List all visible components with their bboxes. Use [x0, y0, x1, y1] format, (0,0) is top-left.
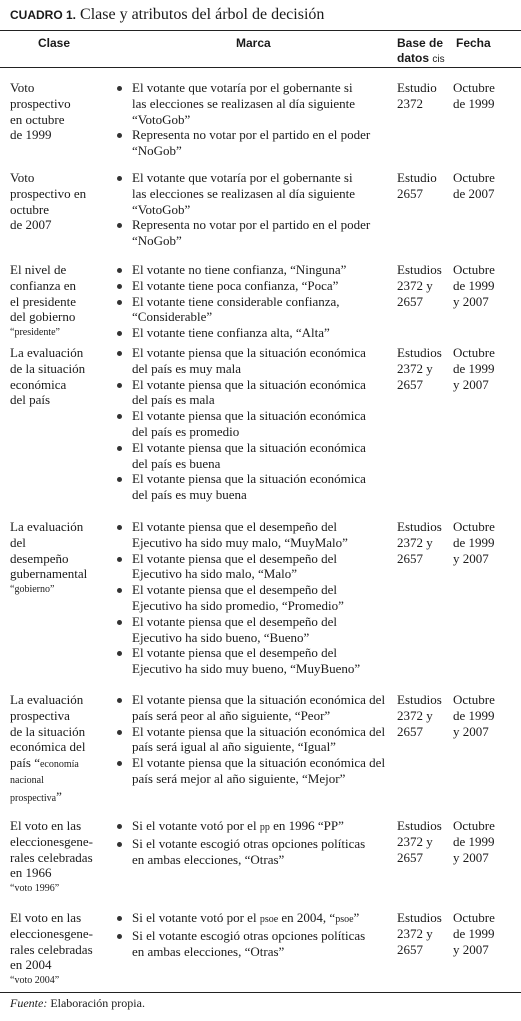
- marca-line: Representa no votar por el partido en el poder: [132, 127, 371, 143]
- base-line: Estudios: [397, 818, 442, 833]
- fecha-line: de 1999: [453, 534, 495, 550]
- base-line: Estudios: [397, 345, 442, 360]
- base-line: Estudio: [397, 170, 437, 185]
- marca-line: El votante piensa que la situación económica del: [132, 723, 386, 739]
- clase-keyword: “voto 1996”: [10, 883, 60, 895]
- bullet-icon: [117, 557, 122, 562]
- fecha-line: Octubre: [453, 80, 495, 95]
- clase-line: El voto en las: [10, 818, 82, 833]
- clase-line: prospectivo: [10, 95, 71, 111]
- base-line: 2372: [397, 95, 423, 111]
- row-1-base: [397, 80, 451, 112]
- row-3-fecha: [453, 262, 519, 309]
- bullet-icon: [117, 588, 122, 593]
- party-abbr: psoe: [335, 914, 354, 925]
- fecha-line: Octubre: [453, 692, 495, 707]
- fecha-line: y 2007: [453, 376, 489, 392]
- clase-line: prospectiva: [10, 707, 70, 723]
- marca-line: El votante piensa que la situación económica: [132, 471, 366, 487]
- clase-line: en octubre: [10, 111, 65, 127]
- clase-line: en 2004: [10, 957, 52, 973]
- bullet-icon: [117, 824, 122, 829]
- row-5-base: [397, 519, 451, 566]
- header-base-line1: Base de: [397, 36, 444, 50]
- row-7-fecha: [453, 818, 519, 865]
- marca-line: Si el votante escogió otras opciones políticas: [132, 835, 366, 851]
- clase-text: país “: [10, 755, 40, 771]
- base-line: Estudios: [397, 519, 442, 534]
- marca-line: en ambas elecciones, “Otras”: [132, 851, 285, 867]
- clase-keyword: “gobierno”: [10, 584, 55, 596]
- list-item: [112, 278, 394, 294]
- marca-line: Ejecutivo ha sido muy bueno, “MuyBueno”: [132, 661, 361, 677]
- fecha-line: de 1999: [453, 833, 495, 849]
- bullet-icon: [117, 761, 122, 766]
- list-item: [112, 471, 394, 503]
- bullet-icon: [117, 300, 122, 305]
- bullet-icon: [117, 446, 122, 451]
- base-line: 2657: [397, 941, 423, 957]
- clase-keyword: “voto 2004”: [10, 975, 60, 987]
- header-base-line2: [397, 51, 445, 67]
- marca-line: El votante tiene confianza alta, “Alta”: [132, 325, 330, 341]
- clase-line: El nivel de: [10, 262, 67, 277]
- base-line: Estudio: [397, 80, 437, 95]
- row-2-marca: [112, 170, 394, 249]
- marca-line: El votante piensa que el desempeño del: [132, 645, 338, 661]
- marca-line: del país es muy buena: [132, 487, 247, 503]
- fecha-line: Octubre: [453, 345, 495, 360]
- clase-line: La evaluación: [10, 519, 84, 534]
- base-line: 2657: [397, 376, 423, 392]
- bullet-icon: [117, 383, 122, 388]
- clase-line: el presidente: [10, 293, 77, 309]
- marca-line: país será igual al año siguiente, “Igual”: [132, 739, 336, 755]
- header-rule: [0, 67, 521, 68]
- marca-line: del país es mala: [132, 392, 215, 408]
- bullet-icon: [117, 698, 122, 703]
- clase-line: del: [10, 534, 26, 550]
- row-6-base: [397, 692, 451, 739]
- marca-line: “VotoGob”: [132, 111, 191, 127]
- marca-line: El votante piensa que el desempeño del: [132, 582, 338, 598]
- bullet-icon: [117, 525, 122, 530]
- clase-line: de la situación: [10, 360, 86, 376]
- row-4-marca: [112, 345, 394, 503]
- header-fecha: Fecha: [456, 36, 491, 50]
- row-8-fecha: [453, 910, 519, 957]
- list-item: [112, 614, 394, 646]
- bullet-icon: [117, 620, 122, 625]
- row-7-clase: [10, 818, 110, 897]
- bullet-icon: [117, 331, 122, 336]
- clase-line: [10, 755, 110, 773]
- source-label: Fuente:: [10, 996, 48, 1010]
- row-7-base: [397, 818, 451, 865]
- list-item: [112, 755, 394, 787]
- bullet-icon: [117, 651, 122, 656]
- fecha-line: de 1999: [453, 277, 495, 293]
- marca-text: ”: [353, 910, 360, 925]
- marca-line: El votante piensa que la situación económica: [132, 439, 366, 455]
- row-2-clase: [10, 170, 110, 233]
- list-item: [112, 645, 394, 677]
- row-1-marca: [112, 80, 394, 159]
- fecha-line: y 2007: [453, 550, 489, 566]
- fecha-line: y 2007: [453, 293, 489, 309]
- marca-line: El votante piensa que la situación económica: [132, 345, 366, 360]
- marca-text: en 2004, “: [278, 910, 336, 925]
- list-item: [112, 325, 394, 341]
- fecha-line: Octubre: [453, 910, 495, 925]
- marca-line: “NoGob”: [132, 143, 182, 159]
- clase-line: desempeño: [10, 550, 69, 566]
- row-4-fecha: [453, 345, 519, 392]
- bullet-icon: [117, 268, 122, 273]
- bullet-icon: [117, 414, 122, 419]
- base-line: 2657: [397, 723, 423, 739]
- marca-line: El votante piensa que la situación económica del: [132, 692, 386, 707]
- top-rule: [0, 30, 521, 31]
- bullet-icon: [117, 223, 122, 228]
- row-3-marca: [112, 262, 394, 341]
- list-item: [112, 217, 394, 249]
- fecha-line: Octubre: [453, 818, 495, 833]
- row-5-marca: [112, 519, 394, 677]
- marca-line: país será peor al año siguiente, “Peor”: [132, 707, 331, 723]
- base-line: 2372 y: [397, 360, 433, 376]
- clase-line: prospectivo en: [10, 185, 87, 201]
- marca-text: Si el votante votó por el: [132, 910, 260, 925]
- bottom-rule: [0, 992, 521, 993]
- list-item: [112, 836, 394, 868]
- clase-line: rales celebradas: [10, 941, 93, 957]
- clase-line: de la situación: [10, 723, 86, 739]
- marca-line: [132, 910, 394, 928]
- clase-line: Voto: [10, 80, 35, 95]
- marca-line: El votante tiene poca confianza, “Poca”: [132, 277, 339, 293]
- clase-line: Voto: [10, 170, 35, 185]
- fecha-line: de 1999: [453, 707, 495, 723]
- row-6-fecha: [453, 692, 519, 739]
- clase-line: del gobierno: [10, 309, 76, 325]
- marca-line: El votante piensa que el desempeño del: [132, 550, 338, 566]
- header-base: [397, 36, 445, 67]
- marca-line: El votante piensa que la situación económica: [132, 376, 366, 392]
- clase-line: económica: [10, 376, 67, 392]
- header-clase: Clase: [38, 36, 71, 50]
- marca-line: país será mejor al año siguiente, “Mejor”: [132, 770, 346, 786]
- bullet-icon: [117, 477, 122, 482]
- marca-text: Si el votante votó por el: [132, 818, 260, 833]
- list-item: [112, 408, 394, 440]
- marca-line: Representa no votar por el partido en el poder: [132, 217, 371, 233]
- table-number: CUADRO 1.: [10, 8, 77, 22]
- base-line: 2657: [397, 849, 423, 865]
- row-5-clase: [10, 519, 110, 598]
- clase-line: de 2007: [10, 217, 52, 233]
- bullet-icon: [117, 86, 122, 91]
- marca-text: en 1996 “PP”: [269, 818, 344, 833]
- table-caption: Clase y atributos del árbol de decisión: [76, 6, 325, 23]
- fecha-line: de 1999: [453, 360, 495, 376]
- header-base-datos: datos: [397, 51, 433, 65]
- list-item: [112, 519, 394, 551]
- clase-keyword: “presidente”: [10, 327, 60, 339]
- marca-line: El votante piensa que la situación económica: [132, 408, 366, 424]
- clase-line: La evaluación: [10, 692, 84, 707]
- marca-line: “NoGob”: [132, 233, 182, 249]
- clase-line: del país: [10, 392, 51, 408]
- clase-line: [10, 789, 110, 807]
- row-8-clase: [10, 910, 110, 989]
- table-title: [10, 6, 324, 24]
- base-line: 2372 y: [397, 925, 433, 941]
- marca-line: las elecciones se realizasen al día siguiente: [132, 185, 356, 201]
- base-line: 2372 y: [397, 833, 433, 849]
- marca-line: El votante que votaría por el gobernante si: [132, 170, 353, 185]
- clase-line: económica del: [10, 739, 86, 755]
- list-item: [112, 692, 394, 724]
- marca-line: Ejecutivo ha sido bueno, “Bueno”: [132, 629, 310, 645]
- list-item: [112, 724, 394, 756]
- list-item: [112, 440, 394, 472]
- marca-line: las elecciones se realizasen al día siguiente: [132, 95, 356, 111]
- fecha-line: de 1999: [453, 925, 495, 941]
- marca-line: El votante que votaría por el gobernante si: [132, 80, 353, 95]
- clase-line: El voto en las: [10, 910, 82, 925]
- clase-line: confianza en: [10, 277, 77, 293]
- row-3-base: [397, 262, 451, 309]
- source-note: [10, 996, 145, 1011]
- fecha-line: y 2007: [453, 941, 489, 957]
- marca-line: “Considerable”: [132, 309, 213, 325]
- marca-line: del país es muy mala: [132, 360, 242, 376]
- header-marca: Marca: [236, 36, 271, 50]
- clase-keyword: prospectiva: [10, 792, 57, 804]
- bullet-icon: [117, 284, 122, 289]
- base-line: 2657: [397, 185, 423, 201]
- row-8-base: [397, 910, 451, 957]
- base-line: 2372 y: [397, 277, 433, 293]
- base-line: Estudios: [397, 910, 442, 925]
- row-8-marca: [112, 910, 394, 959]
- fecha-line: Octubre: [453, 519, 495, 534]
- fecha-line: de 1999: [453, 95, 495, 111]
- row-2-fecha: [453, 170, 519, 202]
- list-item: [112, 910, 394, 928]
- row-6-marca: [112, 692, 394, 787]
- fecha-line: y 2007: [453, 723, 489, 739]
- list-item: [112, 551, 394, 583]
- party-abbr: pp: [259, 822, 270, 833]
- list-item: [112, 262, 394, 278]
- clase-line: eleccionesgene-: [10, 833, 94, 849]
- marca-line: Ejecutivo ha sido muy malo, “MuyMalo”: [132, 534, 348, 550]
- base-line: 2657: [397, 293, 423, 309]
- fecha-line: Octubre: [453, 170, 495, 185]
- marca-line: El votante piensa que la situación económica del: [132, 755, 386, 771]
- fecha-line: y 2007: [453, 849, 489, 865]
- row-4-clase: [10, 345, 110, 408]
- marca-line: Ejecutivo ha sido malo, “Malo”: [132, 566, 297, 582]
- clase-keyword: nacional: [10, 774, 44, 786]
- fecha-line: Octubre: [453, 262, 495, 277]
- base-line: Estudios: [397, 262, 442, 277]
- bullet-icon: [117, 730, 122, 735]
- fecha-line: de 2007: [453, 185, 495, 201]
- list-item: [112, 127, 394, 159]
- marca-line: en ambas elecciones, “Otras”: [132, 943, 285, 959]
- base-line: 2372 y: [397, 534, 433, 550]
- row-4-base: [397, 345, 451, 392]
- marca-line: El votante piensa que el desempeño del: [132, 519, 338, 534]
- marca-line: “VotoGob”: [132, 201, 191, 217]
- marca-line: Si el votante escogió otras opciones políticas: [132, 927, 366, 943]
- row-1-clase: [10, 80, 110, 143]
- clase-line: octubre: [10, 201, 49, 217]
- bullet-icon: [117, 934, 122, 939]
- bullet-icon: [117, 842, 122, 847]
- clase-line: en 1966: [10, 865, 52, 881]
- marca-line: del país es promedio: [132, 423, 240, 439]
- base-line: 2657: [397, 550, 423, 566]
- list-item: [112, 377, 394, 409]
- marca-line: El votante piensa que el desempeño del: [132, 613, 338, 629]
- bullet-icon: [117, 176, 122, 181]
- clase-line: eleccionesgene-: [10, 925, 94, 941]
- row-3-clase: [10, 262, 110, 341]
- clase-line: de 1999: [10, 127, 52, 143]
- row-6-clase: [10, 692, 110, 807]
- base-line: 2372 y: [397, 707, 433, 723]
- row-2-base: [397, 170, 451, 202]
- list-item: [112, 928, 394, 960]
- row-7-marca: [112, 818, 394, 867]
- marca-line: [132, 818, 394, 836]
- base-line: Estudios: [397, 692, 442, 707]
- list-item: [112, 294, 394, 326]
- marca-line: Ejecutivo ha sido promedio, “Promedio”: [132, 597, 344, 613]
- bullet-icon: [117, 133, 122, 138]
- marca-line: El votante no tiene confianza, “Ninguna”: [132, 262, 347, 277]
- clase-line: rales celebradas: [10, 849, 93, 865]
- list-item: [112, 582, 394, 614]
- list-item: [112, 80, 394, 127]
- clase-line: La evaluación: [10, 345, 84, 360]
- list-item: [112, 818, 394, 836]
- marca-line: del país es buena: [132, 455, 221, 471]
- clase-keyword: economía: [39, 759, 79, 771]
- clase-text: ”: [56, 788, 62, 804]
- bullet-icon: [117, 351, 122, 356]
- row-1-fecha: [453, 80, 519, 112]
- marca-line: El votante tiene considerable confianza,: [132, 293, 340, 309]
- row-5-fecha: [453, 519, 519, 566]
- list-item: [112, 170, 394, 217]
- source-text: Elaboración propia.: [47, 996, 145, 1010]
- clase-line: gubernamental: [10, 566, 88, 582]
- party-abbr: psoe: [259, 914, 279, 925]
- header-base-cis: cis: [432, 54, 445, 65]
- bullet-icon: [117, 916, 122, 921]
- list-item: [112, 345, 394, 377]
